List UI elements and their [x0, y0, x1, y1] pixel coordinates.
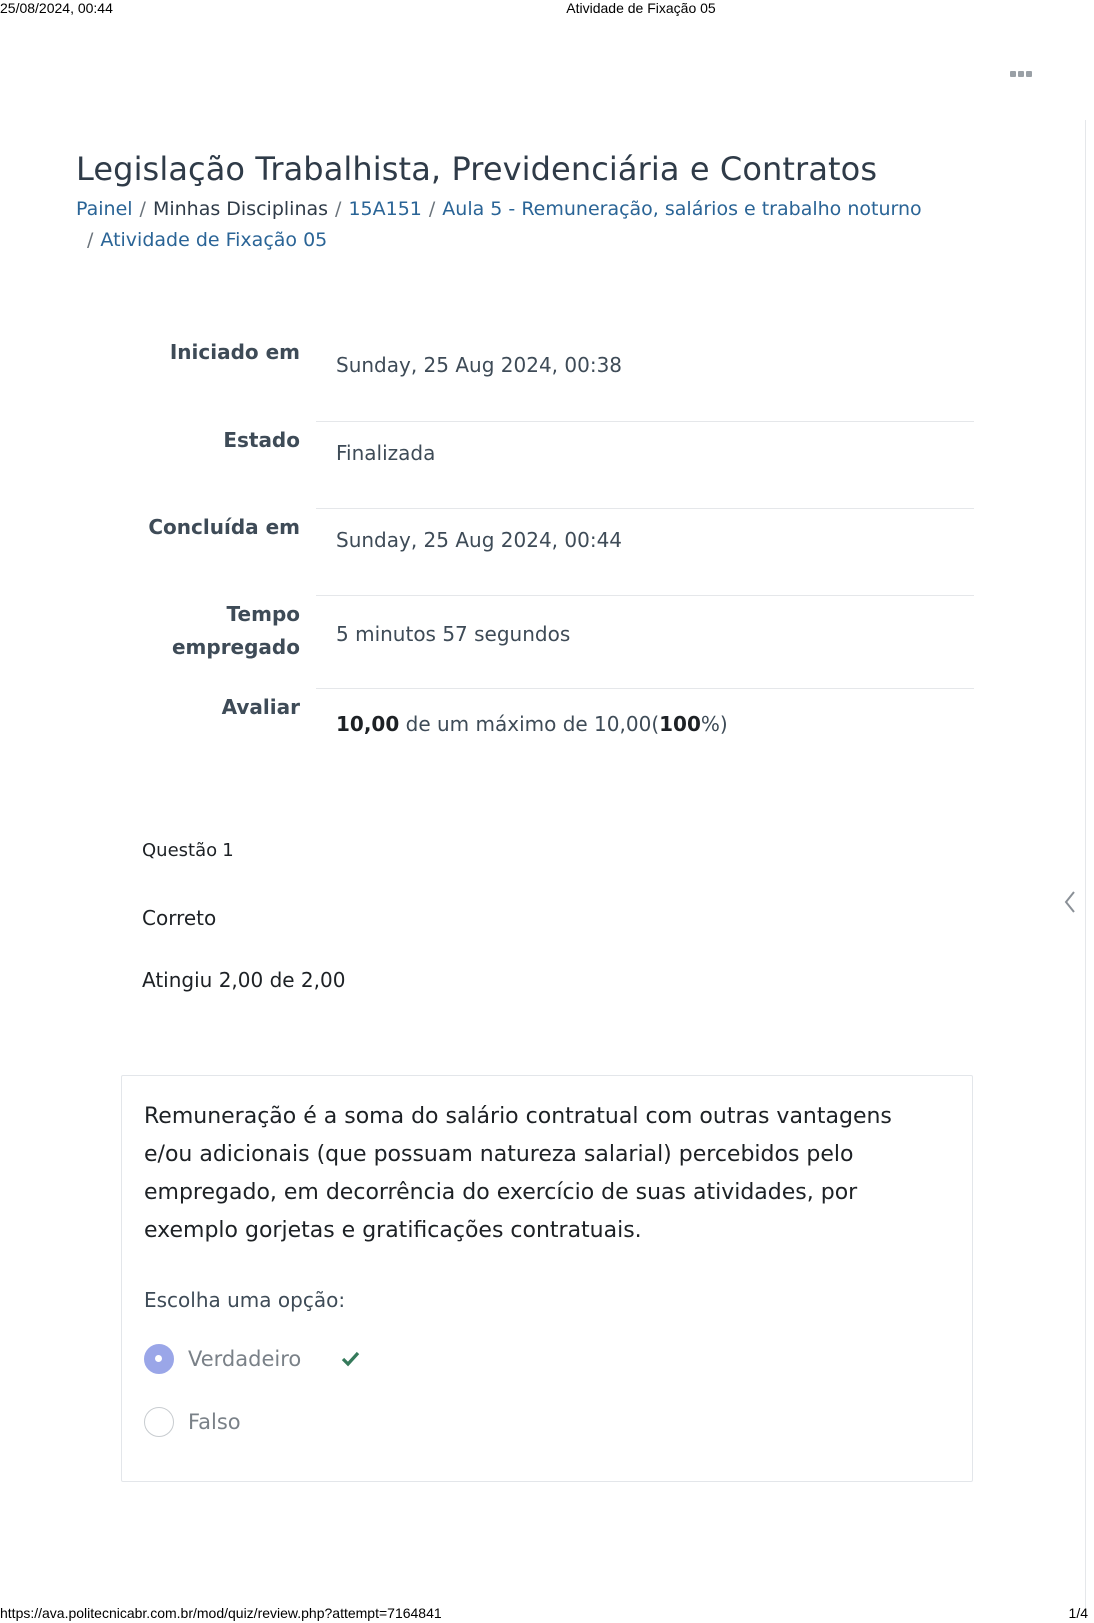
summary-label-line: Tempo	[226, 602, 300, 626]
grade-suffix: %)	[700, 712, 728, 736]
summary-label-line: empregado	[171, 635, 300, 659]
grade-middle: de um máximo de 10,00(	[399, 712, 660, 736]
breadcrumb-separator: /	[335, 198, 342, 220]
check-icon	[341, 1349, 361, 1369]
print-date: 25/08/2024, 00:44	[0, 0, 113, 16]
grade-percent: 100	[659, 712, 701, 736]
drawer-divider	[1085, 120, 1086, 1610]
summary-label: Concluída em	[148, 515, 300, 539]
option-label: Falso	[188, 1410, 241, 1434]
breadcrumb-course-code[interactable]: 15A151	[348, 198, 422, 220]
summary-value: Sunday, 25 Aug 2024, 00:38	[316, 334, 974, 422]
option-verdadeiro[interactable]	[144, 1344, 361, 1374]
breadcrumb	[76, 194, 956, 256]
radio-button-checked[interactable]	[144, 1344, 174, 1374]
breadcrumb-separator: /	[428, 198, 436, 220]
breadcrumb-painel[interactable]: Painel	[76, 198, 133, 220]
summary-row-tempo	[140, 596, 974, 689]
page-title: Legislação Trabalhista, Previdenciária e Contratos	[76, 150, 878, 188]
summary-label	[140, 596, 316, 689]
breadcrumb-atividade[interactable]: Atividade de Fixação 05	[100, 229, 328, 251]
question-number-value: 1	[222, 840, 234, 861]
radio-button[interactable]	[144, 1407, 174, 1437]
option-label: Verdadeiro	[188, 1347, 302, 1371]
breadcrumb-aula[interactable]: Aula 5 - Remuneração, salários e trabalho noturno	[442, 198, 922, 220]
summary-row-concluida	[140, 509, 974, 596]
print-title: Atividade de Fixação 05	[566, 0, 716, 16]
summary-row-iniciado	[140, 334, 974, 422]
question-label: Questão	[142, 840, 218, 861]
summary-value: Finalizada	[316, 422, 974, 509]
drawer-toggle-button[interactable]	[1060, 888, 1080, 916]
print-url: https://ava.politecnicabr.com.br/mod/quiz/review.php?attempt=7164841	[0, 1605, 442, 1621]
grade-score: 10,00	[336, 712, 400, 736]
question-text: Remuneração é a soma do salário contratual com outras vantagens e/ou adicionais (que possuam natureza salarial) percebidos pelo empregado, em decorrência do exercício de suas atividades, por exemplo gorjetas e gratificações contratuais.	[144, 1104, 892, 1243]
summary-label: Iniciado em	[169, 340, 300, 364]
more-horizontal-icon[interactable]	[1010, 71, 1034, 81]
attempt-summary	[140, 334, 974, 779]
summary-row-avaliar	[140, 689, 974, 779]
breadcrumb-minhas-disciplinas: Minhas Disciplinas	[152, 198, 329, 220]
question-content-box	[121, 1075, 973, 1482]
print-page-number: 1/4	[1068, 1605, 1088, 1621]
summary-value-grade	[316, 689, 974, 779]
summary-value: Sunday, 25 Aug 2024, 00:44	[316, 509, 974, 596]
answer-prompt: Escolha uma opção:	[144, 1288, 346, 1312]
summary-value: 5 minutos 57 segundos	[316, 596, 974, 689]
chevron-left-icon	[1060, 888, 1080, 916]
summary-label: Avaliar	[221, 695, 300, 719]
print-footer	[0, 1603, 1094, 1623]
question-grade: Atingiu 2,00 de 2,00	[142, 968, 346, 992]
summary-row-estado	[140, 422, 974, 509]
summary-label: Estado	[223, 428, 300, 452]
breadcrumb-separator: /	[139, 198, 146, 220]
option-falso[interactable]	[144, 1407, 241, 1437]
question-number	[142, 840, 234, 861]
print-header	[0, 0, 1094, 18]
breadcrumb-separator: /	[87, 229, 94, 251]
question-state: Correto	[142, 906, 217, 930]
